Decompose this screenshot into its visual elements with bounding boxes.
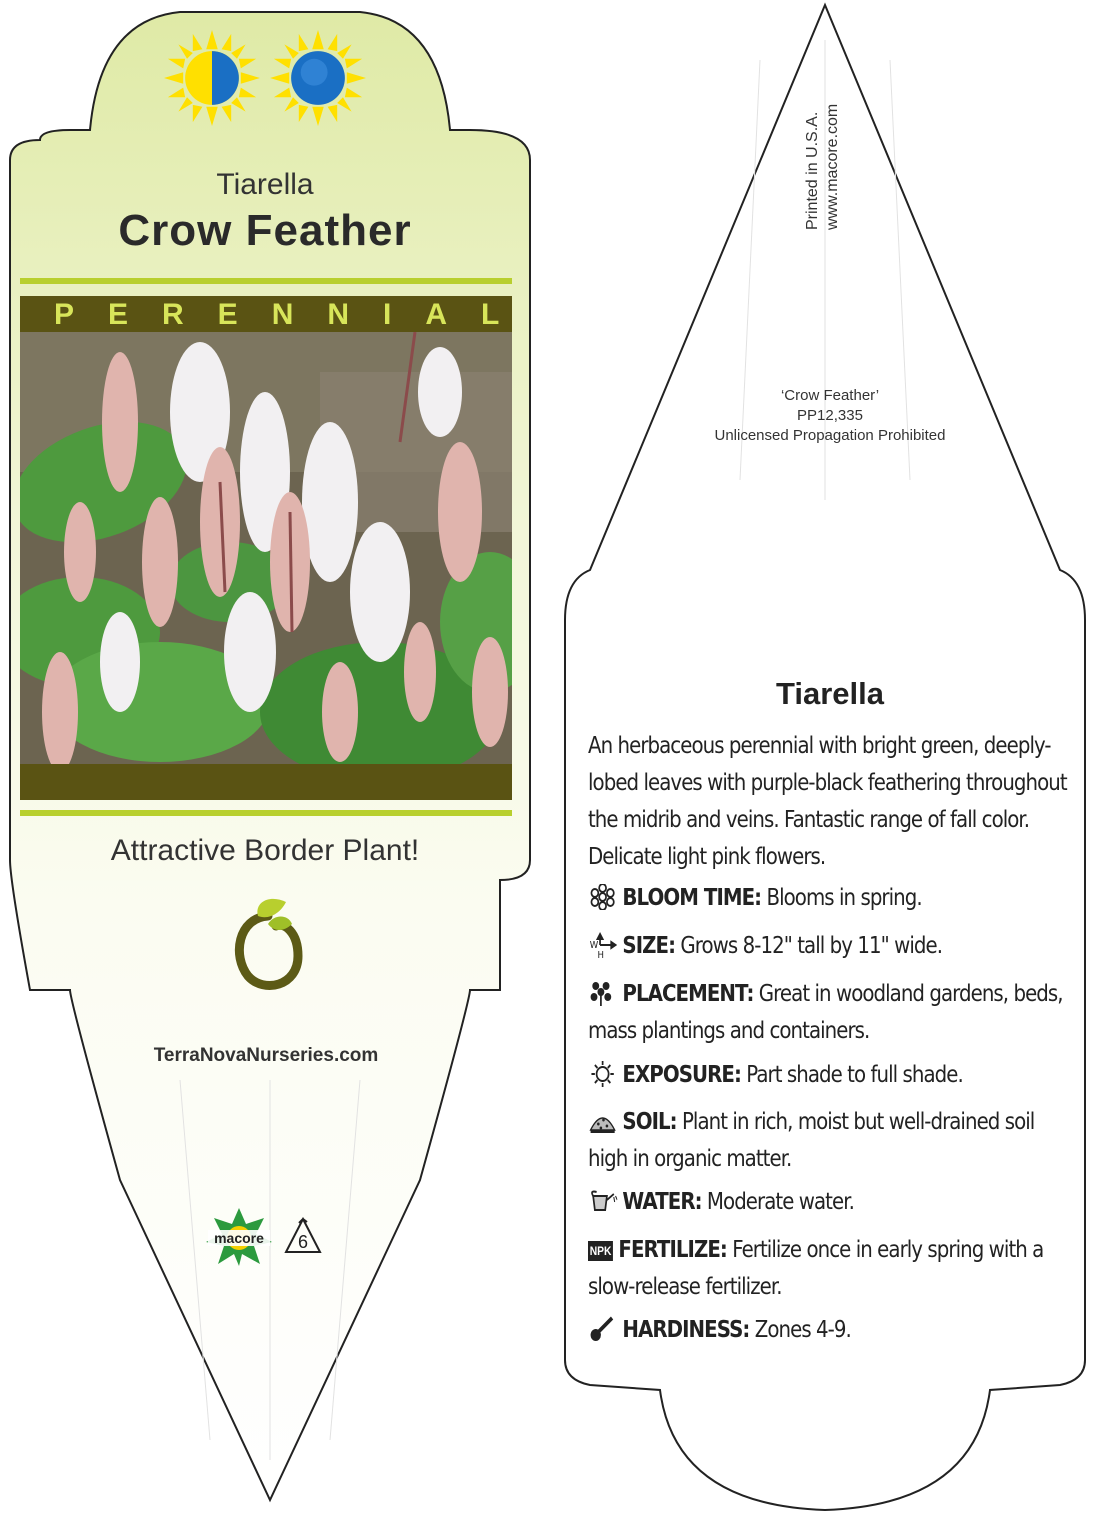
watering-can-icon	[588, 1188, 617, 1214]
tagline: Attractive Border Plant!	[110, 834, 420, 867]
flower-icon	[588, 884, 617, 910]
terra-nova-logo-icon	[228, 896, 308, 992]
soil-icon	[588, 1108, 617, 1134]
recycle-number: 6	[297, 1232, 309, 1252]
printed-in-usa	[803, 104, 843, 230]
svg-text:W: W	[589, 939, 598, 952]
cultivar-name: Crow Feather	[118, 206, 412, 255]
thermometer-icon	[588, 1316, 617, 1342]
patent-info	[660, 386, 1000, 446]
attribute-size: W H SIZE: Grows 8-12" tall by 11" wide.	[588, 928, 1070, 965]
category-band: PERENNIAL	[20, 296, 512, 332]
attribute-water: WATER: Moderate water.	[588, 1184, 1070, 1221]
plant-description: An herbaceous perennial with bright green, deeply-lobed leaves with purple-black feathering throughout the midrib and veins. Fantastic range of fall color. Delicate light pink flowers.	[588, 733, 1067, 870]
accent-line-bottom	[20, 810, 512, 816]
printed-line: Printed in U.S.A.	[804, 111, 821, 230]
recycle-icon	[282, 1216, 324, 1258]
patent-name: ‘Crow Feather’	[780, 387, 880, 404]
photo-bottom-band	[20, 764, 512, 800]
patent-number: PP12,335	[797, 407, 863, 424]
attribute-bloom-time: BLOOM TIME: Blooms in spring.	[588, 880, 1070, 917]
genus-name: Tiarella	[216, 168, 314, 201]
placement-icon	[588, 980, 617, 1006]
website-link[interactable]: TerraNovaNurseries.com	[153, 1045, 379, 1066]
part-sun-icon	[164, 30, 260, 126]
full-shade-icon	[270, 30, 366, 126]
attribute-placement: PLACEMENT: Great in woodland gardens, beds, mass plantings and containers.	[588, 981, 1063, 1044]
back-title: Tiarella	[775, 676, 884, 711]
size-icon	[588, 932, 617, 958]
attribute-fertilize: NPK FERTILIZE: Fertilize once in early spring with a slow-release fertilizer.	[588, 1237, 1044, 1300]
attribute-exposure: EXPOSURE: Part shade to full shade.	[588, 1057, 1070, 1094]
attribute-soil: SOIL: Plant in rich, moist but well-drained soil high in organic matter.	[588, 1109, 1035, 1172]
sun-outline-icon	[588, 1061, 617, 1087]
attribute-hardiness: HARDINESS: Zones 4-9.	[588, 1312, 1070, 1349]
printer-url: www.macore.com	[824, 103, 841, 230]
macore-logo-text: macore	[214, 1230, 264, 1246]
svg-text:H: H	[597, 949, 603, 958]
plant-photo	[20, 332, 512, 764]
accent-line-top	[20, 278, 512, 284]
patent-notice: Unlicensed Propagation Prohibited	[714, 427, 946, 444]
macore-logo-icon	[204, 1206, 274, 1268]
npk-icon: NPK	[588, 1241, 613, 1261]
